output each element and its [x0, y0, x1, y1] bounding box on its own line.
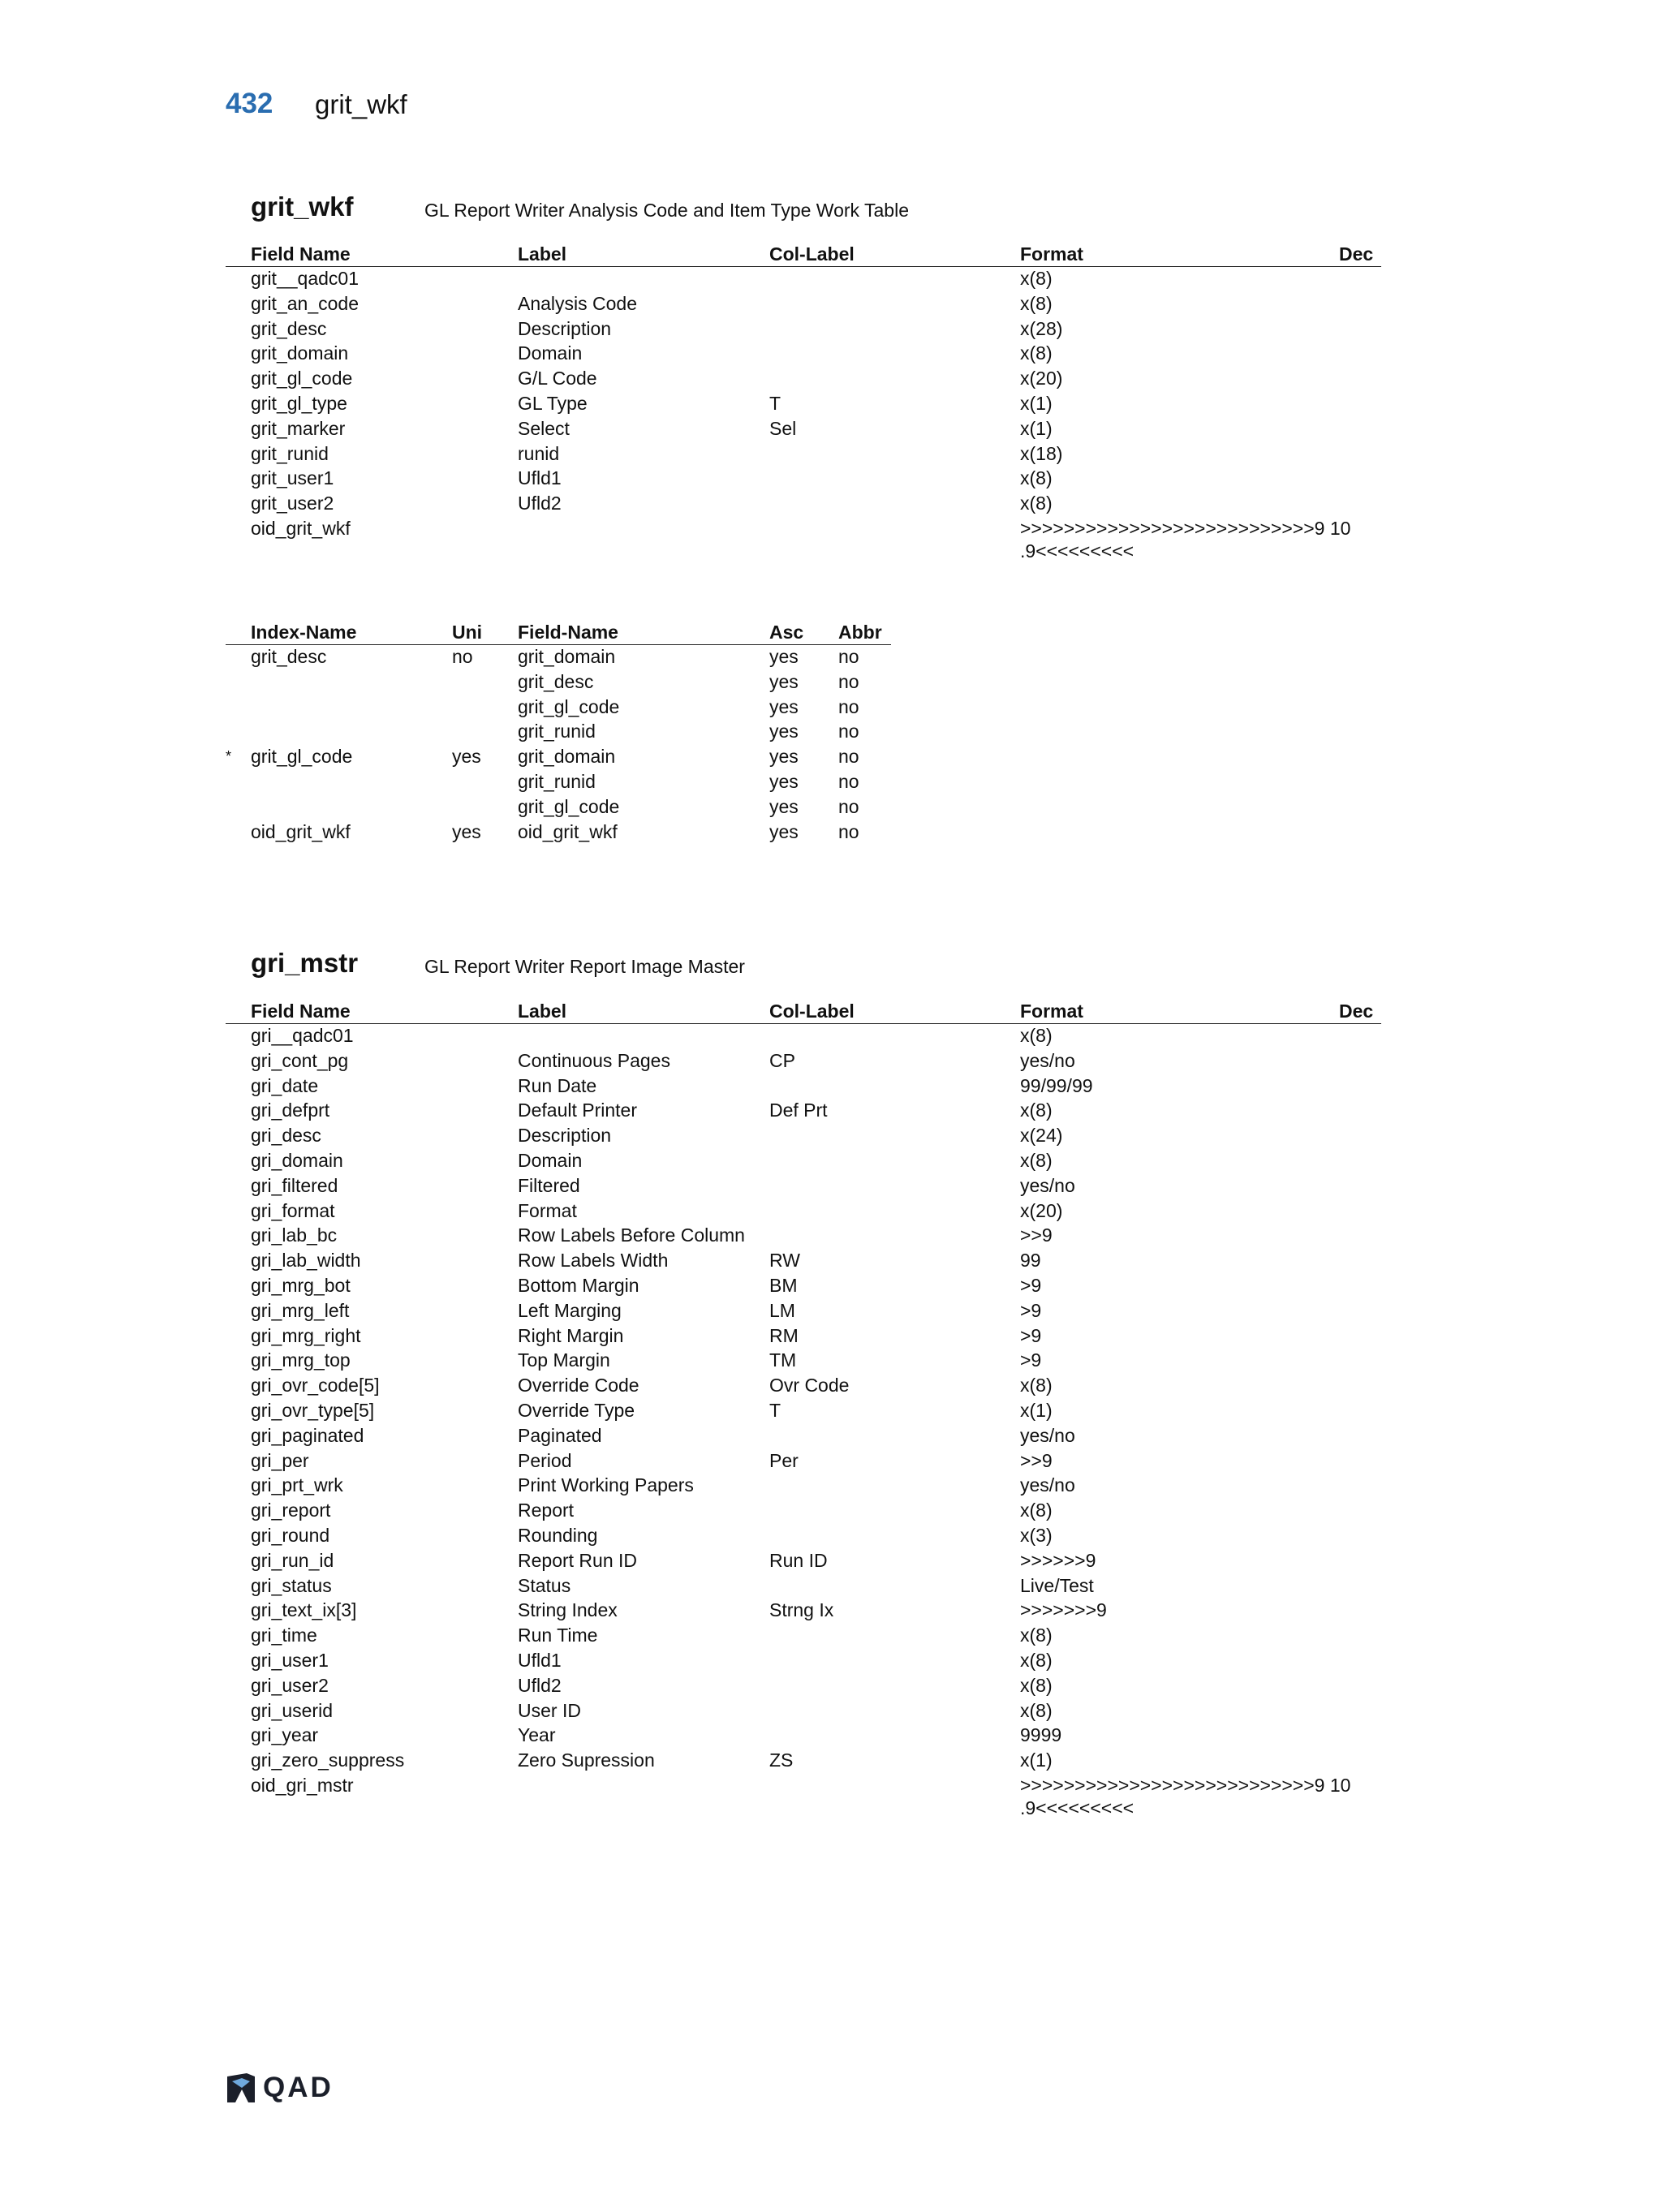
col-header-asc: Asc	[769, 622, 804, 643]
col-header-col-label: Col-Label	[769, 1001, 855, 1022]
index-field-name: oid_grit_wkf	[518, 820, 618, 842]
col-header-label: Label	[518, 1001, 567, 1022]
index-field-name: grit_runid	[518, 721, 596, 742]
field-name: grit_user1	[251, 467, 334, 489]
field-name: grit_domain	[251, 342, 349, 364]
table-row	[226, 417, 1381, 442]
index-field-name: grit_domain	[518, 646, 616, 667]
index-abbreviated: no	[838, 820, 859, 842]
field-format: x(8)	[1020, 1375, 1053, 1396]
table-row	[226, 1024, 1381, 1049]
field-label: Top Margin	[518, 1349, 610, 1371]
field-col-label: Def Prt	[769, 1100, 828, 1121]
field-name: grit_gl_type	[251, 392, 347, 414]
table-row	[226, 1524, 1381, 1549]
table-row	[226, 670, 891, 695]
field-name: gri_user1	[251, 1649, 329, 1671]
qad-logo-icon	[226, 2073, 256, 2102]
field-name: gri_filtered	[251, 1174, 338, 1196]
field-label: Row Labels Before Column	[518, 1224, 745, 1246]
field-format: yes/no	[1020, 1424, 1075, 1446]
field-format	[1020, 1774, 1377, 1819]
table-row	[226, 342, 1381, 367]
field-name: oid_gri_mstr	[251, 1774, 354, 1796]
col-header-dec: Dec	[1339, 1001, 1374, 1022]
field-label: Run Time	[518, 1625, 598, 1646]
field-format: x(28)	[1020, 317, 1063, 339]
index-ascending: yes	[769, 795, 799, 817]
field-col-label: T	[769, 392, 781, 414]
field-name: grit_an_code	[251, 292, 359, 314]
table-row	[226, 1049, 1381, 1074]
field-format: 99/99/99	[1020, 1074, 1093, 1096]
field-label: Run Date	[518, 1074, 597, 1096]
field-format: x(1)	[1020, 417, 1053, 439]
field-col-label: TM	[769, 1349, 797, 1371]
table-row	[226, 795, 891, 820]
field-format: x(20)	[1020, 368, 1063, 389]
table-row	[226, 1574, 1381, 1599]
field-format: >9	[1020, 1324, 1042, 1346]
table-row	[226, 1299, 1381, 1324]
field-dec-inline: 10	[1329, 517, 1351, 539]
index-abbreviated: no	[838, 770, 859, 792]
field-label: Continuous Pages	[518, 1049, 670, 1071]
field-name: gri_prt_wrk	[251, 1474, 343, 1496]
index-ascending: yes	[769, 820, 799, 842]
field-format: x(8)	[1020, 268, 1053, 289]
table-row	[226, 317, 1381, 342]
field-format-line: .9<<<<<<<<<	[1020, 1797, 1135, 1818]
field-col-label: Sel	[769, 417, 797, 439]
field-col-label: RW	[769, 1250, 800, 1272]
field-name: gri_year	[251, 1724, 319, 1746]
index-field-name: grit_domain	[518, 746, 616, 768]
field-format: x(8)	[1020, 1649, 1053, 1671]
index-field-name: grit_gl_code	[518, 795, 620, 817]
field-label: runid	[518, 442, 560, 464]
field-col-label: BM	[769, 1274, 798, 1296]
field-format: >>>>>>>9	[1020, 1599, 1107, 1621]
col-header-col-label: Col-Label	[769, 243, 855, 265]
field-label: Zero Supression	[518, 1749, 655, 1771]
table-row	[226, 1374, 1381, 1399]
index-field-name: grit_gl_code	[518, 695, 620, 717]
field-format: x(8)	[1020, 467, 1053, 489]
field-name: gri_format	[251, 1199, 335, 1221]
table-row	[226, 492, 1381, 517]
field-name: gri_mrg_right	[251, 1324, 361, 1346]
field-format: x(24)	[1020, 1125, 1063, 1147]
field-label: Row Labels Width	[518, 1250, 669, 1272]
field-name: gri_run_id	[251, 1549, 334, 1571]
index-abbreviated: no	[838, 721, 859, 742]
field-format-line: >>>>>>>>>>>>>>>>>>>>>>>>>>>9	[1020, 1774, 1325, 1796]
field-name: gri_cont_pg	[251, 1049, 349, 1071]
table-row	[226, 1774, 1381, 1816]
field-name: gri_ovr_code[5]	[251, 1375, 380, 1396]
table-row	[226, 1424, 1381, 1449]
field-label: Report	[518, 1500, 575, 1521]
field-name: gri_time	[251, 1625, 317, 1646]
field-name: gri_date	[251, 1074, 319, 1096]
index-field-name: grit_desc	[518, 670, 594, 692]
field-name: gri_mrg_left	[251, 1299, 350, 1321]
col-header-format: Format	[1020, 1001, 1083, 1022]
field-format: x(1)	[1020, 392, 1053, 414]
field-name: gri_desc	[251, 1125, 321, 1147]
table-row	[226, 745, 891, 770]
field-table-header	[226, 999, 1381, 1024]
table-row	[226, 1149, 1381, 1174]
field-format: x(8)	[1020, 1674, 1053, 1696]
field-format: x(1)	[1020, 1399, 1053, 1421]
field-name: grit_marker	[251, 417, 346, 439]
page-number: 432	[226, 88, 273, 119]
field-name: gri_mrg_top	[251, 1349, 351, 1371]
field-table-header	[226, 242, 1381, 267]
index-ascending: yes	[769, 770, 799, 792]
field-label: Paginated	[518, 1424, 602, 1446]
table-row	[226, 1549, 1381, 1574]
field-label: Ufld1	[518, 1649, 562, 1671]
field-label: Filtered	[518, 1174, 580, 1196]
field-label: Select	[518, 417, 570, 439]
field-label: Format	[518, 1199, 577, 1221]
field-format: yes/no	[1020, 1049, 1075, 1071]
field-name: gri_report	[251, 1500, 331, 1521]
field-label: Ufld1	[518, 467, 562, 489]
running-title: grit_wkf	[315, 89, 407, 119]
col-header-uni: Uni	[452, 622, 483, 643]
field-col-label: LM	[769, 1299, 795, 1321]
table-row	[226, 1099, 1381, 1124]
field-format: 99	[1020, 1250, 1041, 1272]
field-col-label: RM	[769, 1324, 799, 1346]
field-format: x(8)	[1020, 1625, 1053, 1646]
col-header-format: Format	[1020, 243, 1083, 265]
field-label: Domain	[518, 342, 583, 364]
field-format: >9	[1020, 1349, 1042, 1371]
field-name: grit_gl_code	[251, 368, 353, 389]
table-row	[226, 1599, 1381, 1624]
field-format: x(8)	[1020, 1025, 1053, 1046]
field-label: Default Printer	[518, 1100, 638, 1121]
qad-logo-text: QAD	[263, 2072, 334, 2103]
table-row	[226, 1724, 1381, 1749]
col-header-field-name: Field Name	[251, 243, 351, 265]
col-header-field-name: Field-Name	[518, 622, 618, 643]
field-name: gri_lab_width	[251, 1250, 361, 1272]
field-label: Rounding	[518, 1524, 598, 1546]
field-format: x(8)	[1020, 1100, 1053, 1121]
field-label: Override Type	[518, 1399, 635, 1421]
table-row	[226, 1699, 1381, 1724]
field-col-label: T	[769, 1399, 781, 1421]
table-row	[226, 1324, 1381, 1349]
field-format: x(20)	[1020, 1199, 1063, 1221]
index-field-name: grit_runid	[518, 770, 596, 792]
field-name: gri_user2	[251, 1674, 329, 1696]
field-col-label: Ovr Code	[769, 1375, 850, 1396]
field-col-label: Strng Ix	[769, 1599, 834, 1621]
field-format: >9	[1020, 1299, 1042, 1321]
index-unique: yes	[452, 746, 481, 768]
field-format: 9999	[1020, 1724, 1062, 1746]
field-format: x(18)	[1020, 442, 1063, 464]
index-table	[226, 620, 891, 845]
field-dec-inline: 10	[1329, 1774, 1351, 1796]
table-row	[226, 1249, 1381, 1274]
field-label: Report Run ID	[518, 1549, 638, 1571]
field-label: Print Working Papers	[518, 1474, 694, 1496]
index-ascending: yes	[769, 646, 799, 667]
index-ascending: yes	[769, 695, 799, 717]
field-name: gri_per	[251, 1449, 309, 1471]
field-format	[1020, 517, 1377, 562]
field-col-label: Run ID	[769, 1549, 828, 1571]
index-unique: yes	[452, 820, 481, 842]
index-ascending: yes	[769, 670, 799, 692]
table-row	[226, 1674, 1381, 1699]
field-name: gri_userid	[251, 1699, 333, 1721]
index-ascending: yes	[769, 721, 799, 742]
table-row	[226, 367, 1381, 392]
col-header-label: Label	[518, 243, 567, 265]
field-label: Period	[518, 1449, 572, 1471]
field-col-label: ZS	[769, 1749, 794, 1771]
field-format: x(8)	[1020, 1500, 1053, 1521]
table-row	[226, 1624, 1381, 1649]
field-format: >>9	[1020, 1449, 1053, 1471]
index-name: grit_gl_code	[251, 746, 353, 768]
field-col-label: Per	[769, 1449, 799, 1471]
index-abbreviated: no	[838, 695, 859, 717]
field-name: gri_lab_bc	[251, 1224, 338, 1246]
field-format: x(8)	[1020, 342, 1053, 364]
table-row	[226, 1224, 1381, 1249]
field-label: Description	[518, 317, 612, 339]
table-row	[226, 1499, 1381, 1524]
field-name: gri_round	[251, 1524, 330, 1546]
field-label: GL Type	[518, 392, 588, 414]
field-name: grit__qadc01	[251, 268, 359, 289]
field-format: >9	[1020, 1274, 1042, 1296]
table-row	[226, 820, 891, 846]
index-abbreviated: no	[838, 795, 859, 817]
table-title: grit_wkf	[251, 192, 354, 222]
table-row	[226, 720, 891, 745]
field-table	[226, 242, 1381, 562]
index-name: oid_grit_wkf	[251, 820, 351, 842]
table-row	[226, 1124, 1381, 1149]
table-row	[226, 1074, 1381, 1100]
field-format-line: >>>>>>>>>>>>>>>>>>>>>>>>>>>9	[1020, 517, 1325, 539]
field-name: gri_paginated	[251, 1424, 364, 1446]
table-title: gri_mstr	[251, 948, 359, 978]
field-format: yes/no	[1020, 1174, 1075, 1196]
table-row	[226, 1474, 1381, 1499]
index-unique: no	[452, 646, 473, 667]
table-row	[226, 517, 1381, 562]
field-name: grit_runid	[251, 442, 329, 464]
field-format: yes/no	[1020, 1474, 1075, 1496]
field-label: String Index	[518, 1599, 618, 1621]
table-row	[226, 1174, 1381, 1199]
field-label: Right Margin	[518, 1324, 624, 1346]
field-name: grit_desc	[251, 317, 327, 339]
table-row	[226, 267, 1381, 292]
field-table	[226, 999, 1381, 1816]
field-label: Analysis Code	[518, 292, 638, 314]
field-format: >>9	[1020, 1224, 1053, 1246]
table-row	[226, 645, 891, 670]
field-label: Status	[518, 1574, 571, 1596]
table-row	[226, 1349, 1381, 1374]
field-format: x(3)	[1020, 1524, 1053, 1546]
table-row	[226, 392, 1381, 417]
field-name: gri_defprt	[251, 1100, 330, 1121]
table-row	[226, 467, 1381, 492]
field-name: oid_grit_wkf	[251, 517, 351, 539]
primary-index-marker: *	[226, 748, 232, 765]
field-format-line: .9<<<<<<<<<	[1020, 540, 1135, 562]
index-name: grit_desc	[251, 646, 327, 667]
table-row	[226, 1749, 1381, 1774]
field-format: Live/Test	[1020, 1574, 1094, 1596]
table-row	[226, 442, 1381, 467]
field-name: gri_status	[251, 1574, 332, 1596]
field-format: >>>>>>9	[1020, 1549, 1096, 1571]
table-row	[226, 1274, 1381, 1299]
col-header-index-name: Index-Name	[251, 622, 357, 643]
index-table-header	[226, 620, 891, 645]
index-abbreviated: no	[838, 646, 859, 667]
field-format: x(1)	[1020, 1749, 1053, 1771]
field-name: gri_text_ix[3]	[251, 1599, 357, 1621]
field-label: Domain	[518, 1149, 583, 1171]
field-label: Left Marging	[518, 1299, 622, 1321]
col-header-field-name: Field Name	[251, 1001, 351, 1022]
index-abbreviated: no	[838, 746, 859, 768]
table-row	[226, 695, 891, 721]
table-row	[226, 770, 891, 795]
field-name: gri_zero_suppress	[251, 1749, 405, 1771]
field-label: Bottom Margin	[518, 1274, 639, 1296]
field-label: Description	[518, 1125, 612, 1147]
field-format: x(8)	[1020, 1699, 1053, 1721]
field-format: x(8)	[1020, 493, 1053, 514]
field-label: G/L Code	[518, 368, 597, 389]
qad-logo	[226, 2072, 334, 2104]
col-header-dec: Dec	[1339, 243, 1374, 265]
field-label: Ufld2	[518, 493, 562, 514]
field-format: x(8)	[1020, 1149, 1053, 1171]
field-col-label: CP	[769, 1049, 795, 1071]
table-row	[226, 1649, 1381, 1674]
col-header-abbr: Abbr	[838, 622, 882, 643]
table-row	[226, 1199, 1381, 1224]
table-row	[226, 1399, 1381, 1424]
field-name: grit_user2	[251, 493, 334, 514]
table-row	[226, 292, 1381, 317]
table-row	[226, 1449, 1381, 1474]
field-label: Year	[518, 1724, 556, 1746]
field-name: gri_domain	[251, 1149, 343, 1171]
field-label: Override Code	[518, 1375, 639, 1396]
field-name: gri__qadc01	[251, 1025, 354, 1046]
table-description: GL Report Writer Report Image Master	[424, 956, 745, 977]
field-label: User ID	[518, 1699, 581, 1721]
field-label: Ufld2	[518, 1674, 562, 1696]
field-name: gri_ovr_type[5]	[251, 1399, 375, 1421]
index-ascending: yes	[769, 746, 799, 768]
index-abbreviated: no	[838, 670, 859, 692]
field-format: x(8)	[1020, 292, 1053, 314]
table-description: GL Report Writer Analysis Code and Item Type Work Table	[424, 200, 910, 221]
field-name: gri_mrg_bot	[251, 1274, 351, 1296]
